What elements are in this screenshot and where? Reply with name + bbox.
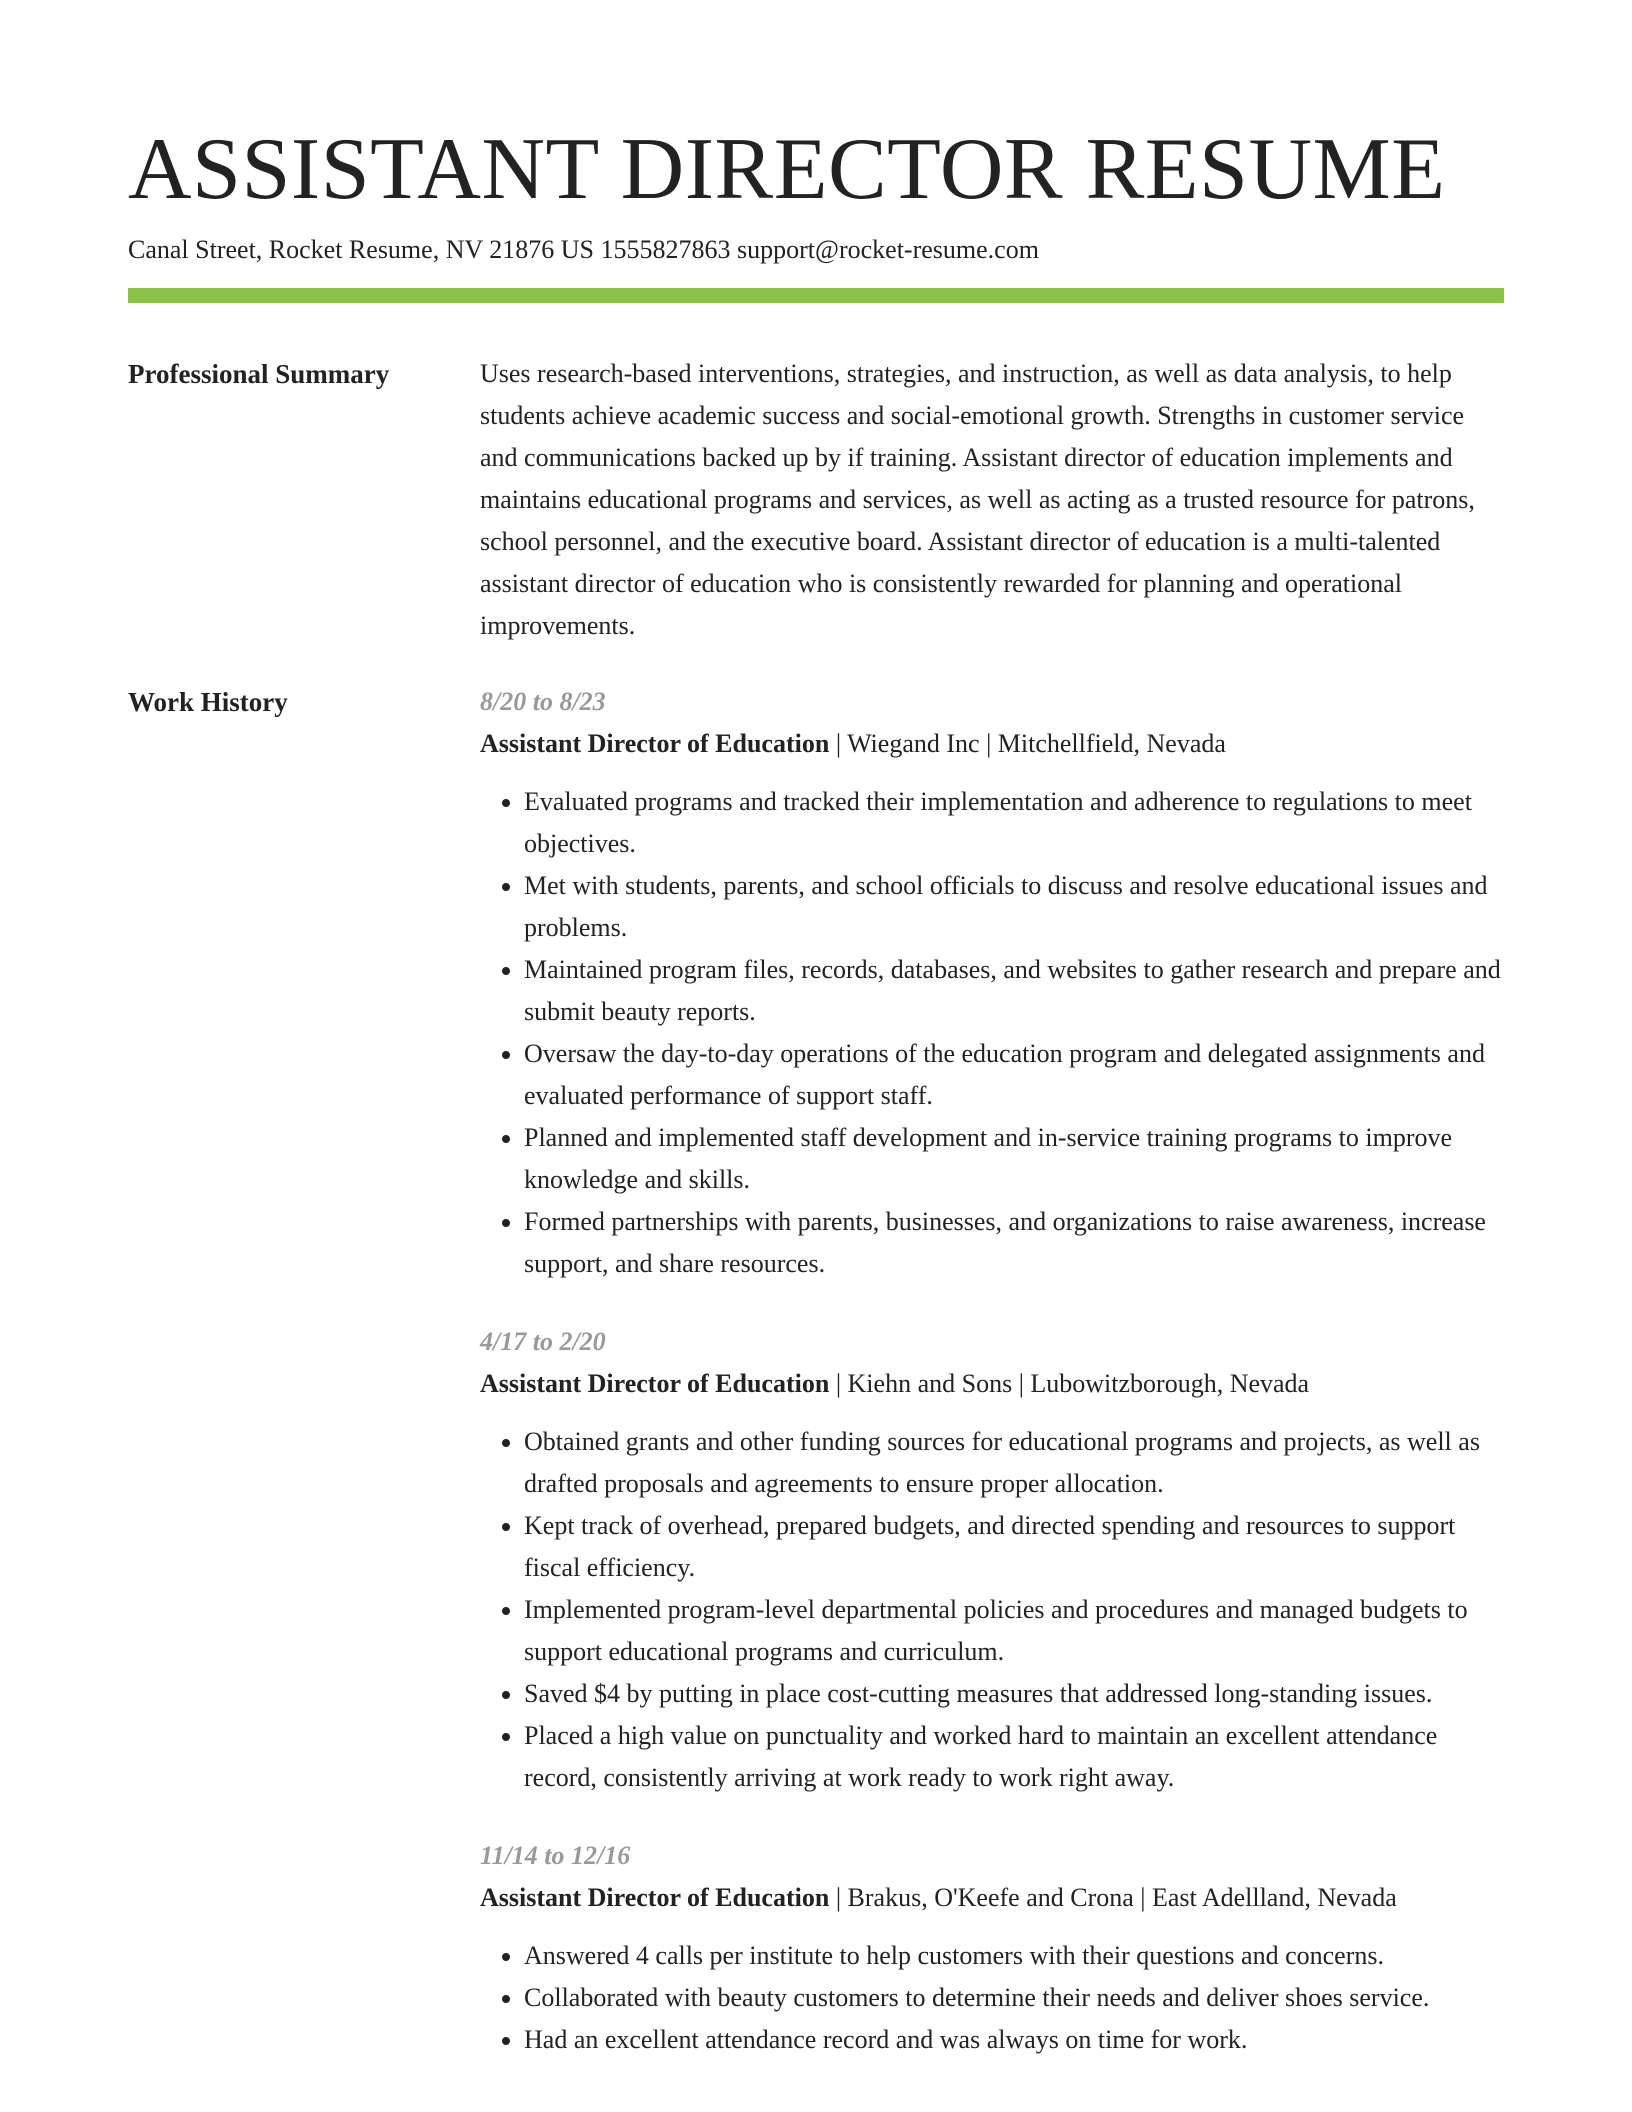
job-dates: 8/20 to 8/23 [480,687,606,716]
job-separator: | [829,1369,848,1398]
job-separator: | [829,729,848,758]
job-entry [480,1835,1504,2061]
job-separator: | [829,1883,848,1912]
job-bullet: • Answered 4 calls per institute to help customers with their questions and concerns. [524,1935,1504,1977]
job-employer-location: Brakus, O'Keefe and Crona | East Adellland, Nevada [847,1883,1397,1912]
job-heading [480,1877,1504,1919]
job-bullet: • Planned and implemented staff development and in-service training programs to improve knowledge and skills. [524,1117,1504,1201]
work-history-label: Work History [128,687,288,717]
work-history-list [480,681,1504,2097]
job-bullets [480,1935,1504,2061]
job-bullet: • Saved $4 by putting in place cost-cutting measures that addressed long-standing issues. [524,1673,1504,1715]
job-dates: 11/14 to 12/16 [480,1841,631,1870]
job-employer-location: Wiegand Inc | Mitchellfield, Nevada [847,729,1226,758]
job-bullet: • Collaborated with beauty customers to determine their needs and deliver shoes service. [524,1977,1504,2019]
summary-section [128,353,1504,647]
job-bullet: • Oversaw the day-to-day operations of the education program and delegated assignments and evaluated performance of support staff. [524,1033,1504,1117]
summary-text: Uses research-based interventions, strategies, and instruction, as well as data analysis, to help students achieve academic success and social-emotional growth. Strengths in customer service and communications backed up by if training. Assistant director of education implements and maintains educational programs and services, as well as acting as a trusted resource for patrons, school personnel, and the executive board. Assistant director of education is a multi-talented assistant director of education who is consistently rewarded for planning and operational improvements. [480,359,1475,640]
job-bullet: • Formed partnerships with parents, businesses, and organizations to raise awareness, increase support, and share resources. [524,1201,1504,1285]
job-heading [480,1363,1504,1405]
job-title: Assistant Director of Education [480,729,830,758]
job-bullet: • Kept track of overhead, prepared budgets, and directed spending and resources to support fiscal efficiency. [524,1505,1504,1589]
job-bullet: • Had an excellent attendance record and was always on time for work. [524,2019,1504,2061]
job-bullet: • Obtained grants and other funding sources for educational programs and projects, as well as drafted proposals and agreements to ensure proper allocation. [524,1421,1504,1505]
resume-title: ASSISTANT DIRECTOR RESUME [128,121,1446,218]
job-dates: 4/17 to 2/20 [480,1327,606,1356]
job-entry [480,681,1504,1285]
job-entry [480,1321,1504,1799]
job-bullet: • Evaluated programs and tracked their implementation and adherence to regulations to meet objectives. [524,781,1504,865]
job-bullets [480,1421,1504,1799]
header-divider [128,288,1504,303]
job-bullet: • Implemented program-level departmental policies and procedures and managed budgets to support educational programs and curriculum. [524,1589,1504,1673]
job-employer-location: Kiehn and Sons | Lubowitzborough, Nevada [847,1369,1310,1398]
work-history-section [128,681,1504,2097]
summary-label: Professional Summary [128,359,390,389]
job-bullet: • Maintained program files, records, databases, and websites to gather research and prepare and submit beauty reports. [524,949,1504,1033]
job-title: Assistant Director of Education [480,1369,830,1398]
job-title: Assistant Director of Education [480,1883,830,1912]
job-heading [480,723,1504,765]
contact-info: Canal Street, Rocket Resume, NV 21876 US 1555827863 support@rocket-resume.com [128,235,1039,264]
resume-page [128,118,1504,2097]
job-bullet: • Placed a high value on punctuality and worked hard to maintain an excellent attendance record, consistently arriving at work ready to work right away. [524,1715,1504,1799]
job-bullets [480,781,1504,1285]
job-bullet: • Met with students, parents, and school officials to discuss and resolve educational issues and problems. [524,865,1504,949]
